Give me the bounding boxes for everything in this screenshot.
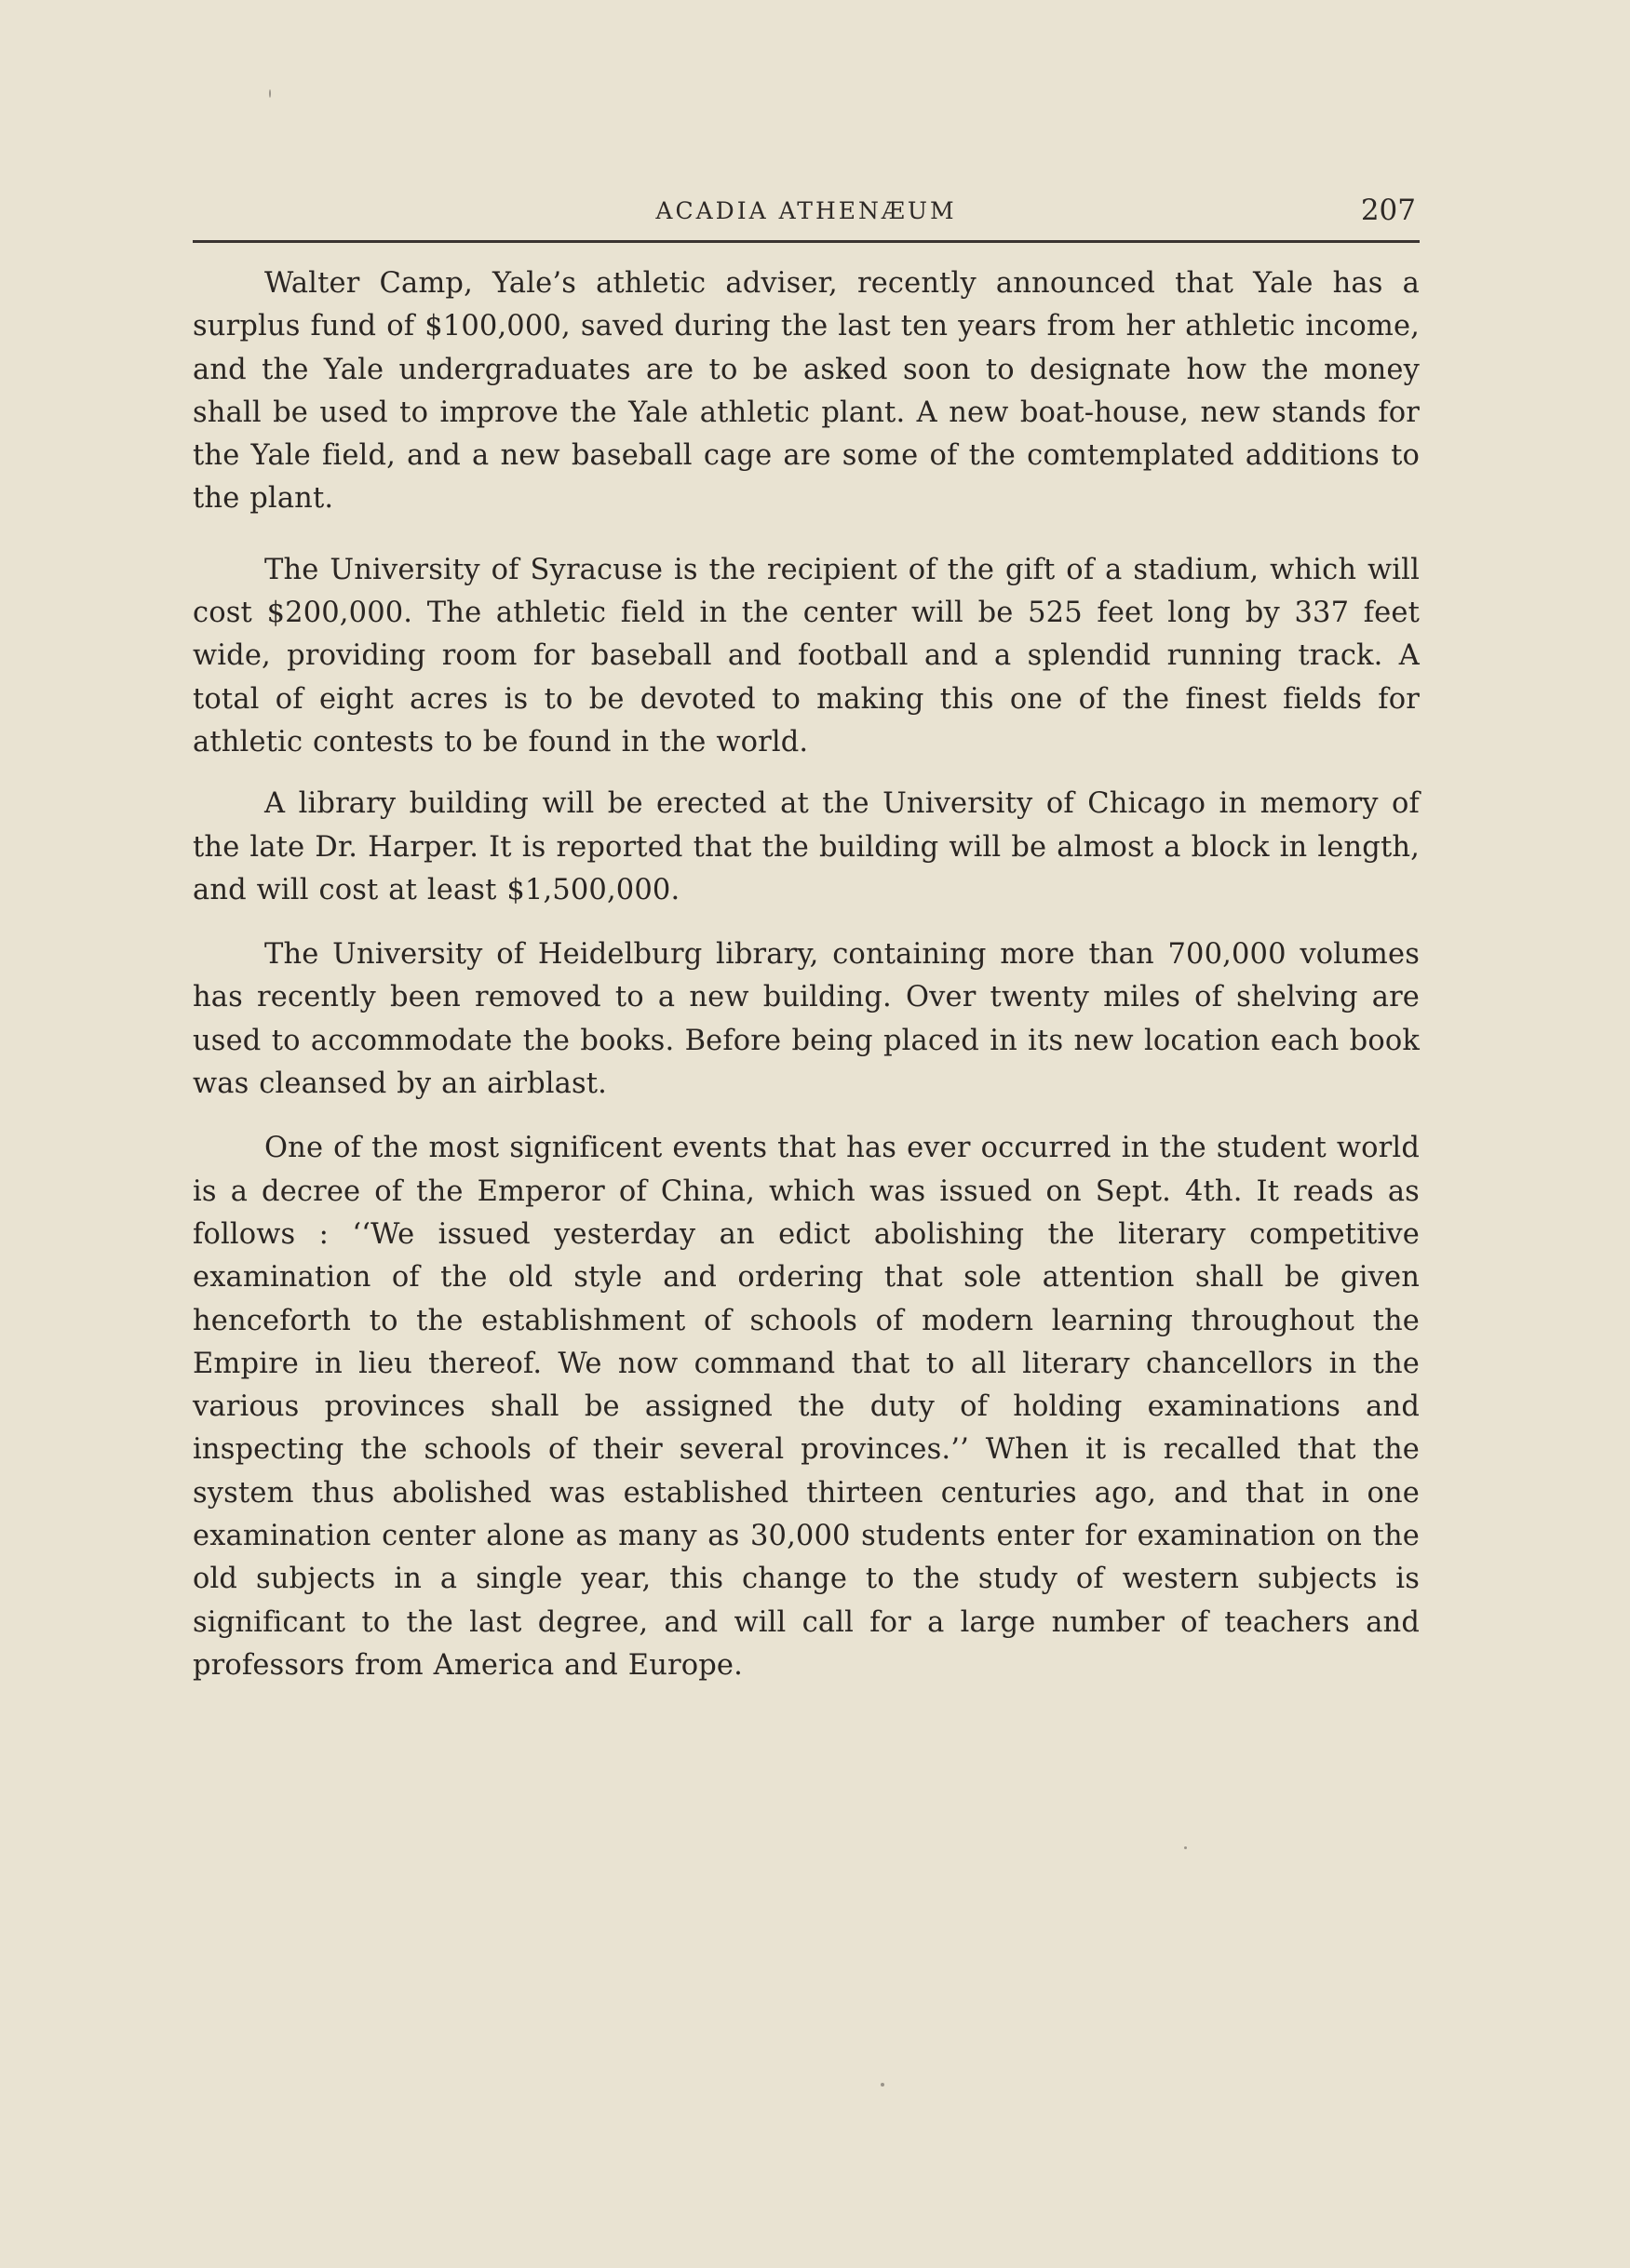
paragraph-syracuse-stadium: The University of Syracuse is the recipient of the gift of a stadium, which will cost $200,000. The athletic field in the center will be 525 feet long by 337 feet wide, providing room for baseball and football and a splendid running track. A total of eight acres is to be devoted to making this one of the finest fields for athletic contests to be found in the world. — [193, 553, 1420, 758]
paper-speck — [881, 2083, 884, 2087]
paper-speck — [1184, 1846, 1187, 1849]
paragraph-heidelburg-library: The University of Heidelburg library, containing more than 700,000 volumes has recently been removed to a new building. Over twenty miles of shelving are used to accommodate the books. Before being placed in its new location each book was cleansed by an airblast. — [193, 938, 1420, 1101]
page-number: 207 — [1360, 194, 1416, 227]
body-text — [193, 262, 1420, 1715]
page-header — [193, 194, 1420, 240]
paragraph-china-decree: One of the most significent events that has ever occurred in the student world is a decree of the Emperor of China, which was issued on Sept. 4th. It reads as follows : ‘‘We issued yesterday an edict abolishing the literary competitive examination of the old style and ordering that sole attention shall be given henceforth to the establishment of schools of modern learning throughout the Empire in lieu thereof. We now command that to all literary chancellors in the various provinces shall be assigned the duty of holding examinations and inspecting the schools of their several provinces.’’ When it is recalled that the system thus abolished was established thirteen centuries ago, and that in one examination center alone as many as 30,000 students enter for examination on the old subjects in a single year, this change to the study of western subjects is significant to the last degree, and will call for a large number of teachers and professors from America and Europe. — [193, 1132, 1420, 1682]
paper-speck — [269, 89, 271, 98]
paragraph-chicago-library: A library building will be erected at the University of Chicago in memory of the late Dr. Harper. It is reported that the building will be almost a block in length, and will cost at least $1,500,000. — [193, 787, 1420, 906]
header-rule — [193, 240, 1420, 243]
paragraph-yale-surplus: Walter Camp, Yale’s athletic adviser, recently announced that Yale has a surplus fund of $100,000, saved during the last ten years from her athletic income, and the Yale undergraduates are to be asked soon to designate how the money shall be used to improve the Yale athletic plant. A new boat-house, new stands for the Yale field, and a new baseball cage are some of the comtemplated additions to the plant. — [193, 267, 1420, 516]
running-head: ACADIA ATHENÆUM — [655, 197, 957, 224]
